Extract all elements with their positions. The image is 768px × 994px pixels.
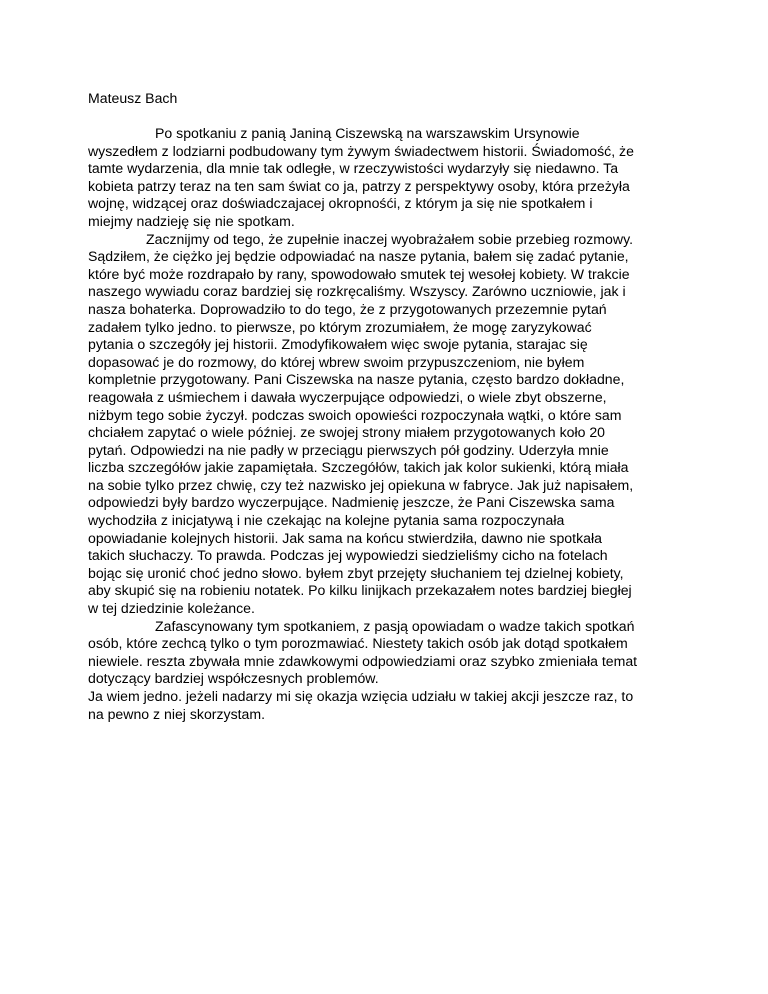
paragraph-1: Po spotkaniu z panią Janiną Ciszewską na warszawskim Ursynowie wyszedłem z lodziarni podbudowany tym żywym świadectwem historii. Świadomość, że tamte wydarzenia, dla mnie tak odległe, w rzeczywistości wydarzyły się niedawno. Ta kobieta patrzy teraz na ten sam świat co ja, patrzy z perspektywy osoby, która przeżyła wojnę, widzącej oraz doświadczajacej okropnośći, z którym ja się nie spotkałem i miejmy nadzieję się nie spotkam. bbox=[88, 125, 634, 229]
paragraph-3: Zafascynowany tym spotkaniem, z pasją opowiadam o wadze takich spotkań osób, które zechcą tylko o tym porozmawiać. Niestety takich osób jak dotąd spotkałem niewiele. reszta zbywała mnie zdawkowymi odpowiedziami oraz szybko zmieniała temat dotyczący bardziej współczesnych problemów. bbox=[88, 617, 638, 687]
author-name: Mateusz Bach bbox=[88, 90, 178, 106]
essay-body bbox=[88, 125, 688, 723]
paragraph-2: Zacznijmy od tego, że zupełnie inaczej wyobrażałem sobie przebieg rozmowy. Sądziłem, że ciężko jej będzie odpowiadać na nasze pytania, bałem się zadać pytanie, które być może rozdrapało by rany, spowodowało smutek tej wesołej kobiety. W trakcie naszego wywiadu coraz bardziej się rozkręcaliśmy. Wszyscy. Zarówno uczniowie, jak i nasza bohaterka. Doprowadziło to do tego, że z przygotowanych przezemnie pytań zadałem tylko jedno. to pierwsze, po którym zrozumiałem, że mogę zaryzykować pytania o szczegóły jej historii. Zmodyfikowałem więc swoje pytania, starajac się dopasować je do rozmowy, do której wbrew swoim przypuszczeniom, nie byłem kompletnie przygotowany. Pani Ciszewska na nasze pytania, często bardzo dokładne, reagowała z uśmiechem i dawała wyczerpujące odpowiedzi, o wiele zbyt obszerne, niżbym tego sobie życzył. podczas swoich opowieści rozpoczynała wątki, o które sam chciałem zapytać o wiele później. ze swojej strony miałem przygotowanych koło 20 pytań. Odpowiedzi na nie padły w przeciągu pierwszych pół godziny. Uderzyła mnie liczba szczegółów jakie zapamiętała. Szczegółów, takich jak kolor sukienki, którą miała na sobie tylko przez chwię, czy też nazwisko jej opiekuna w fabryce. Jak już napisałem, odpowiedzi były bardzo wyczerpujące. Nadmienię jeszcze, że Pani Ciszewska sama wychodziła z inicjatywą i nie czekając na kolejne pytania sama rozpoczynała opowiadanie kolejnych historii. Jak sama na końcu stwierdziła, dawno nie spotkała takich słuchaczy. To prawda. Podczas jej wypowiedzi siedzieliśmy cicho na fotelach bojąc się uronić choć jedno słowo. byłem zbyt przejęty słuchaniem tej dzielnej kobiety, aby skupić się na robieniu notatek. Po kilku linijkach przekazałem notes bardziej biegłej w tej dziedzinie koleżance. bbox=[88, 230, 634, 617]
paragraph-4: Ja wiem jedno. jeżeli nadarzy mi się okazja wzięcia udziału w takiej akcji jeszcze raz, to na pewno z niej skorzystam. bbox=[88, 688, 634, 722]
